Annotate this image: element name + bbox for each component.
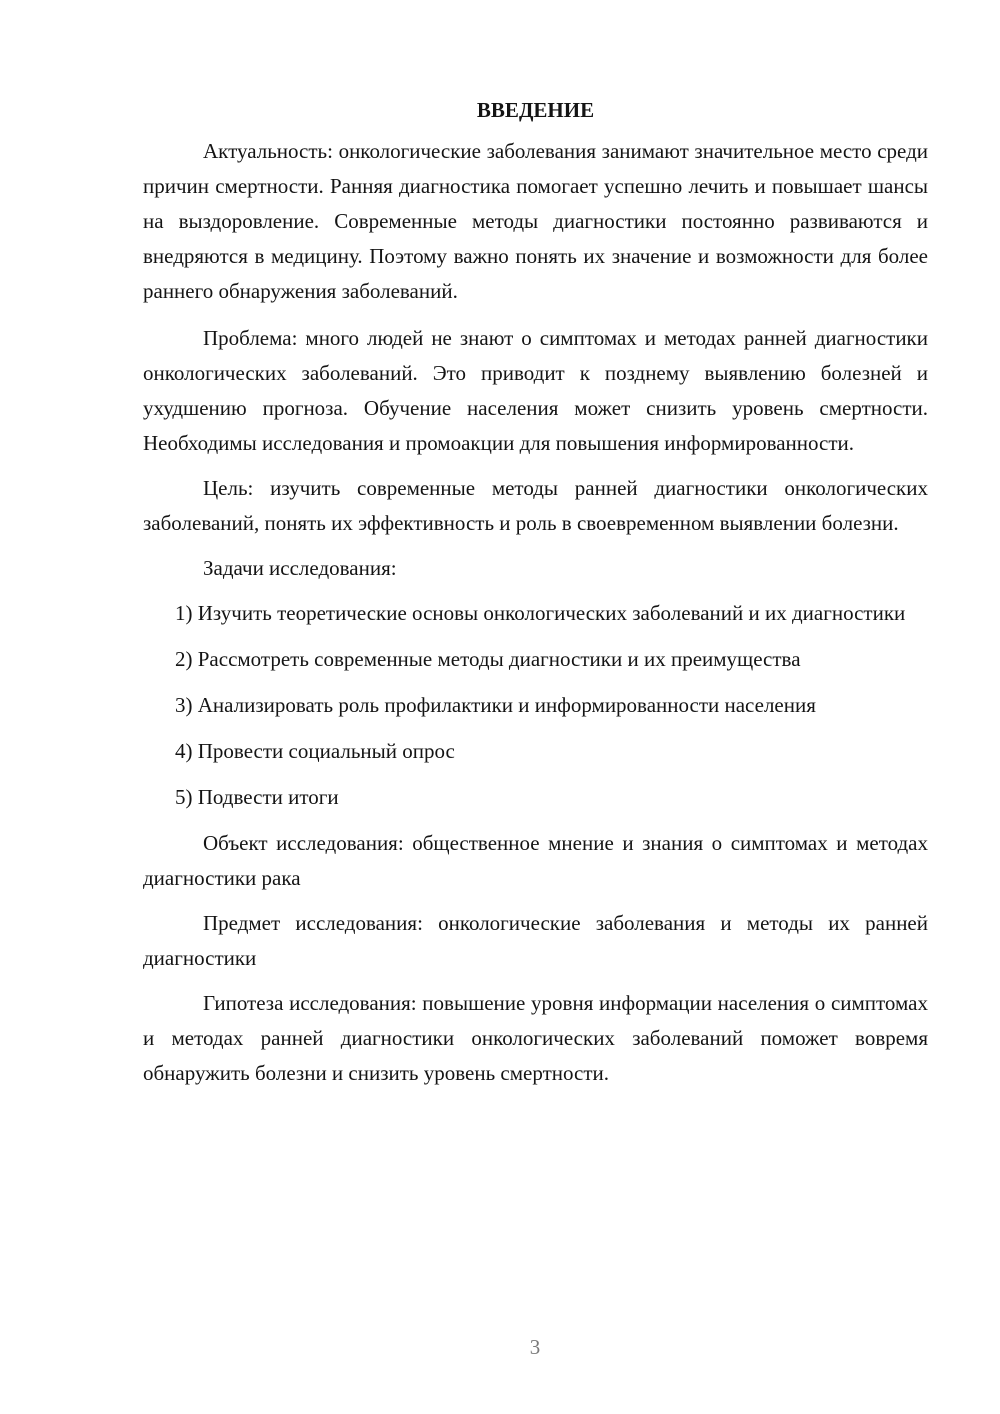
page-number: 3 <box>529 1335 541 1359</box>
task-item: 4) Провести социальный опрос <box>175 739 455 763</box>
goal-paragraph: Цель: изучить современные методы ранней диагностики онкологических заболеваний, понять их эффективность и роль в своевременном выявлении болезни. <box>143 476 928 535</box>
tasks-title: Задачи исследования: <box>203 556 397 580</box>
section-heading: ВВЕДЕНИЕ <box>476 98 595 122</box>
object-paragraph: Объект исследования: общественное мнение и знания о симптомах и методах диагностики рака <box>143 831 928 890</box>
task-item: 1) Изучить теоретические основы онкологических заболеваний и их диагностики <box>175 601 906 625</box>
task-item: 5) Подвести итоги <box>175 785 339 809</box>
relevance-paragraph: Актуальность: онкологические заболевания занимают значительное место среди причин смертности. Ранняя диагностика помогает успешно лечить и повышает шансы на выздоровление. Современные методы диагностики постоянно развиваются и внедряются в медицину. Поэтому важно понять их значение и возможности для более раннего обнаружения заболеваний. <box>143 139 928 303</box>
subject-paragraph: Предмет исследования: онкологические заболевания и методы их ранней диагностики <box>143 911 928 970</box>
task-item: 3) Анализировать роль профилактики и информированности населения <box>175 693 816 717</box>
problem-paragraph: Проблема: много людей не знают о симптомах и методах ранней диагностики онкологических заболеваний. Это приводит к позднему выявлению болезней и ухудшению прогноза. Обучение населения может снизить уровень смертности. Необходимы исследования и промоакции для повышения информированности. <box>143 326 928 455</box>
hypothesis-paragraph: Гипотеза исследования: повышение уровня информации населения о симптомах и методах ранней диагностики онкологических заболеваний поможет вовремя обнаружить болезни и снизить уровень смертности. <box>143 991 928 1085</box>
task-item: 2) Рассмотреть современные методы диагностики и их преимущества <box>175 647 801 671</box>
page-content <box>143 92 928 1101</box>
